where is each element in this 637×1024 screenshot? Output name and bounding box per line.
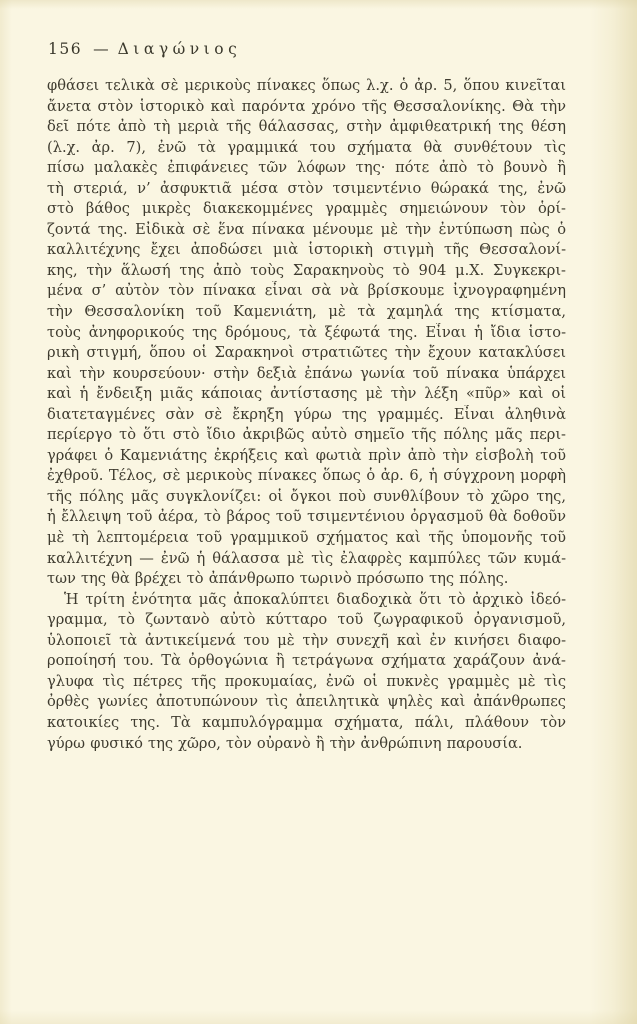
text-line: ὑλοποιεῖ τὰ ἀντικείμενά του μὲ τὴν συνεχῆ καὶ ἐν κινήσει διαφο- — [47, 631, 566, 649]
text-line: γύρω φυσικό της χῶρο, τὸν οὐρανὸ ἢ τὴν ἀνθρώπινη παρουσία. — [47, 734, 523, 752]
text-line: δεῖ πότε ἀπὸ τὴ μεριὰ τῆς θάλασσας, στὴν ἀμφιθεατρική της θέση — [47, 118, 566, 136]
text-line: πίσω μαλακὲς ἐπιφάνειες τῶν λόφων της· πότε ἀπὸ τὸ βουνὸ ἢ — [47, 159, 566, 177]
text-line: στὸ βάθος μικρὲς διακεκομμένες γραμμὲς σημειώνουν τὸν ὁρί- — [47, 200, 566, 218]
text-line: των της θὰ βρέχει τὸ ἀπάνθρωπο τωρινὸ πρόσωπο της πόλης. — [47, 570, 509, 588]
page-number: 156 — [48, 40, 83, 58]
text-line: τοὺς ἀνηφορικούς της δρόμους, τὰ ξέφωτά της. Εἶναι ἡ ἴδια ἱστο- — [47, 323, 566, 341]
text-line: ἄνετα στὸν ἱστορικὸ καὶ παρόντα χρόνο τῆς Θεσσαλονίκης. Θὰ τὴν — [47, 97, 566, 115]
text-line: Ἡ τρίτη ἑνότητα μᾶς ἀποκαλύπτει διαδοχικὰ ὅτι τὸ ἀρχικὸ ἰδεό- — [64, 590, 566, 608]
text-line: κατοικίες της. Τὰ καμπυλόγραμμα σχήματα, πάλι, πλάθουν τὸν — [47, 713, 566, 731]
text-line: ἡ ἔλλειψη τοῦ ἀέρα, τὸ βάρος τοῦ τσιμεντένιου ὀργασμοῦ θὰ δοθοῦν — [47, 508, 566, 526]
text-line: κης, τὴν ἅλωσή της ἀπὸ τοὺς Σαρακηνοὺς τὸ 904 μ.Χ. Συγκεκρι- — [47, 261, 566, 279]
page-body — [47, 76, 566, 754]
text-line: φθάσει τελικὰ σὲ μερικοὺς πίνακες ὅπως λ.χ. ὁ ἀρ. 5, ὅπου κινεῖται — [47, 77, 566, 94]
text-line: μένα σ’ αὐτὸν τὸν πίνακα εἶναι σὰ νὰ βρίσκουμε ἰχνογραφημένη — [47, 282, 566, 300]
text-line: τὴν Θεσσαλονίκη τοῦ Καμενιάτη, μὲ τὰ χαμηλά της κτίσματα, — [47, 303, 566, 321]
text-line: γλυφα τὶς πέτρες τῆς προκυμαίας, ἐνῶ οἱ πυκνὲς γραμμὲς μὲ τὶς — [47, 672, 566, 690]
text-line: τὴ στεριά, ν’ ἀσφυκτιᾶ μέσα στὸν τσιμεντένιο θώρακά της, ἐνῶ — [47, 179, 566, 197]
text-line: τῆς πόλης μᾶς συγκλονίζει: οἱ ὄγκοι ποὺ συνθλίβουν τὸ χῶρο της, — [47, 487, 566, 505]
text-line: ἐχθροῦ. Τέλος, σὲ μερικοὺς πίνακες ὅπως ὁ ἀρ. 6, ἡ σύγχρονη μορφὴ — [47, 467, 566, 485]
paragraph-1 — [47, 76, 566, 590]
text-line: καὶ τὴν κουρσεύουν· στὴν δεξιὰ ἐπάνω γωνία τοῦ πίνακα ὑπάρχει — [47, 364, 566, 382]
paragraph-2 — [47, 590, 566, 754]
text-line: καλλιτέχνη — ἐνῶ ἡ θάλασσα μὲ τὶς ἐλαφρὲς καμπύλες τῶν κυμά- — [47, 549, 566, 567]
text-line: γραμμα, τὸ ζωντανὸ αὐτὸ κύτταρο τοῦ ζωγραφικοῦ ὀργανισμοῦ, — [47, 611, 566, 629]
text-line: ροποίησή του. Τὰ ὀρθογώνια ἢ τετράγωνα σχήματα χαράζουν ἀνά- — [47, 652, 566, 670]
running-title: Διαγώνιος — [117, 40, 242, 58]
text-line: ρικὴ στιγμή, ὅπου οἱ Σαρακηνοὶ στρατιῶτες τὴν ἔχουν κατακλύσει — [47, 344, 566, 362]
text-line: καὶ ἡ ἔνδειξη μιᾶς κάποιας ἀντίστασης μὲ τὴν λέξη «πῦρ» καὶ οἱ — [47, 385, 566, 403]
text-line: ὀρθὲς γωνίες ἀποτυπώνουν τὶς ἀπειλητικὰ ψηλὲς καὶ ἀπάνθρωπες — [47, 693, 566, 711]
text-line: ζοντά της. Εἰδικὰ σὲ ἕνα πίνακα μένουμε μὲ τὴν ἐντύπωση πὼς ὁ — [47, 220, 566, 238]
text-line: μὲ τὴ λεπτομέρεια τοῦ γραμμικοῦ σχήματος καὶ τῆς ὑπομονῆς τοῦ — [47, 529, 566, 547]
text-line: γράφει ὁ Καμενιάτης ἐκρήξεις καὶ φωτιὰ πρὶν ἀπὸ τὴν εἰσβολὴ τοῦ — [47, 446, 566, 464]
text-line: περίεργο τὸ ὅτι στὸ ἴδιο ἀκριβῶς αὐτὸ σημεῖο τῆς πόλης μᾶς περι- — [47, 426, 566, 444]
header-separator: — — [93, 40, 109, 58]
text-line: (λ.χ. ἀρ. 7), ἐνῶ τὰ γραμμικά του σχήματα θὰ συνθέτουν τὶς — [47, 138, 566, 156]
text-line: διατεταγμένες σὰν σὲ ἔκρηξη γύρω της γραμμές. Εἶναι ἀληθινὰ — [47, 405, 566, 423]
page-header — [48, 40, 241, 58]
text-line: καλλιτέχνης ἔχει ἀποδώσει μιὰ ἱστορικὴ στιγμὴ τῆς Θεσσαλονί- — [47, 241, 566, 259]
